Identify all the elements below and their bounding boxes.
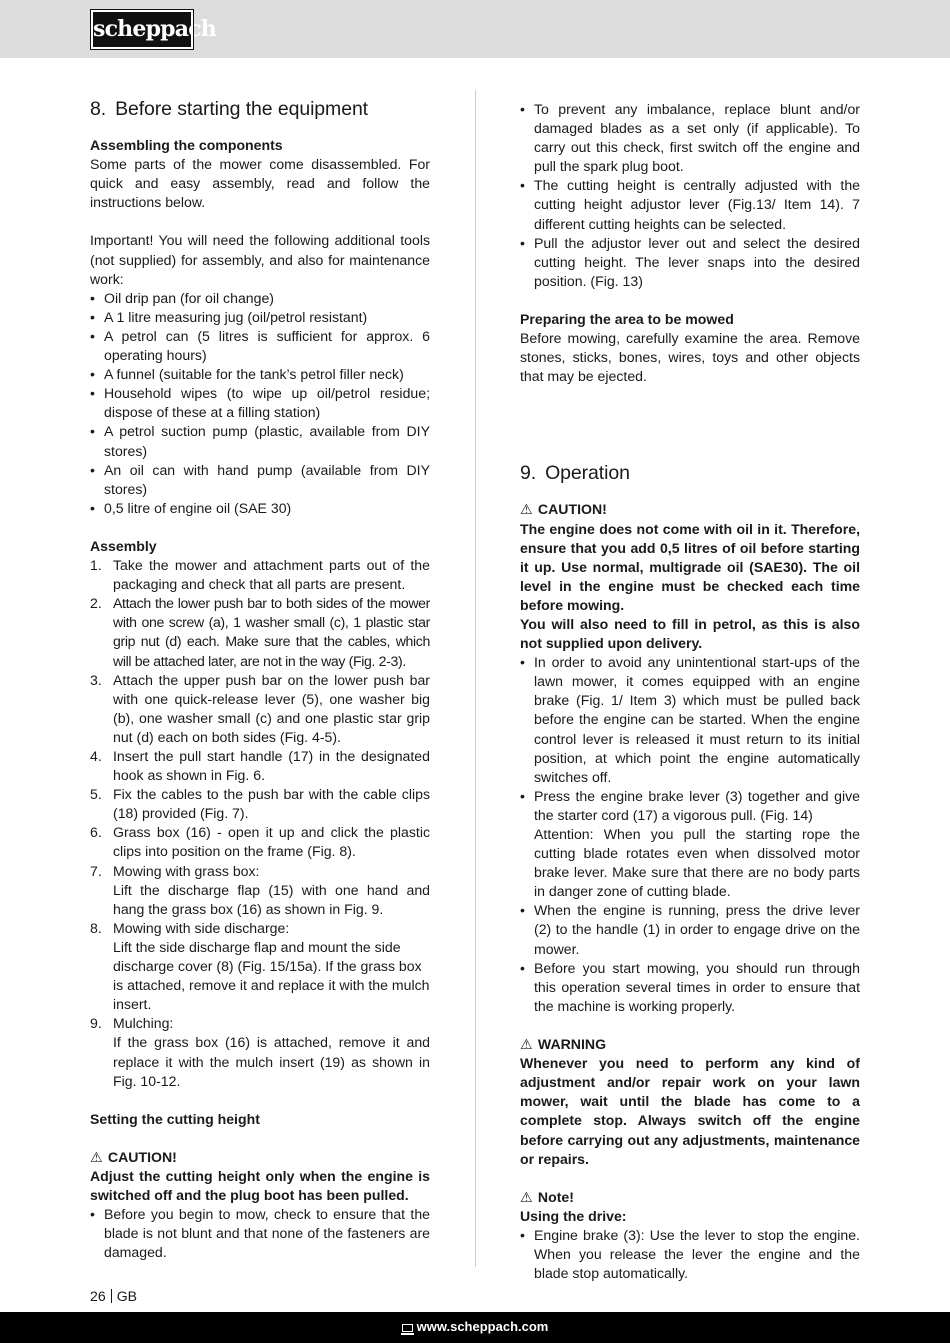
warning-triangle-icon: ⚠: [520, 1036, 533, 1053]
cutting-caution-label: ⚠ CAUTION!: [90, 1148, 430, 1167]
assembly-heading: Assembly: [90, 537, 157, 554]
list-item: • A funnel (suitable for the tank’s petrol filler neck): [90, 365, 430, 384]
footer-bar: [0, 1312, 950, 1343]
website-link[interactable]: www.scheppach.com: [416, 1319, 549, 1334]
operation-petrol-text: You will also need to fill in petrol, as this is also not supplied upon delivery.: [520, 615, 860, 652]
drive-heading: Using the drive:: [520, 1207, 627, 1224]
brand-logo: scheppach: [91, 10, 193, 49]
assembling-components-text: Some parts of the mower come disassembled. For quick and easy assembly, read and follow the instructions below.: [90, 156, 430, 211]
list-item: • An oil can with hand pump (available from DIY stores): [90, 461, 430, 499]
assembly-steps: [90, 556, 430, 1091]
list-item: • 0,5 litre of engine oil (SAE 30): [90, 499, 430, 518]
list-item: • Before you start mowing, you should run through this operation several times in order to ensure that the machine is working properly.: [520, 959, 860, 1016]
right-column: [520, 100, 860, 1283]
warning-triangle-icon: ⚠: [90, 1148, 103, 1165]
list-item: • Pull the adjustor lever out and select the desired cutting height. The lever snaps into the desired position. (Fig. 13): [520, 234, 860, 291]
list-item: • To prevent any imbalance, replace blunt and/or damaged blades as a set only (if applicable). To carry out this check, first switch off the engine and pull the spark plug boot.: [520, 100, 860, 176]
list-item: • Household wipes (to wipe up oil/petrol residue; dispose of these at a filling station): [90, 384, 430, 422]
list-item: • Press the engine brake lever (3) together and give the starter cord (17) a vigorous pull. (Fig. 14) Attention: When you pull the starting rope the cutting blade rotates even when dissolved motor brake lever. Make sure that there are no body parts in danger zone of cutting blade.: [520, 787, 860, 902]
section-8-heading: 8. Before starting the equipment: [90, 98, 369, 120]
list-item: 8. Mowing with side discharge: Lift the side discharge flap and mount the side discharge cover (8) (Fig. 15/15a). If the grass box is attached, remove it and replace it with the mulch insert.: [90, 919, 430, 1013]
column-divider: [475, 90, 476, 1267]
list-item: • Before you begin to mow, check to ensure that the blade is not blunt and that none of the fasteners are damaged.: [90, 1205, 430, 1262]
important-tools-text: Important! You will need the following additional tools (not supplied) for assembly, and also for maintenance work:: [90, 232, 430, 287]
note-label: ⚠ Note!: [520, 1188, 860, 1207]
list-item: 3. Attach the upper push bar on the lower push bar with one quick-release lever (5), one washer big (b), one washer small (c) and one plastic star grip nut (d) each on both sides (Fig. 4-5).: [90, 671, 430, 745]
left-column: [90, 96, 430, 1263]
list-item: 2. Attach the lower push bar to both sides of the mower with one screw (a), 1 washer small (c), 1 plastic star grip nut (d) each. Make sure that the cables, which will be attached later, are not in the way (Fig. 2-3).: [90, 595, 430, 669]
list-item: • A petrol can (5 litres is sufficient for approx. 6 operating hours): [90, 327, 430, 365]
list-item: 7. Mowing with grass box: Lift the discharge flap (15) with one hand and hang the grass box (16) as shown in Fig. 9.: [90, 862, 430, 917]
list-item: 9. Mulching: If the grass box (16) is attached, remove it and replace it with the mulch insert (19) as shown in Fig. 10-12.: [90, 1015, 430, 1089]
cutting-bullets-continued: [520, 100, 860, 291]
list-item: • A petrol suction pump (plastic, available from DIY stores): [90, 422, 430, 460]
cutting-height-heading: Setting the cutting height: [90, 1110, 260, 1127]
computer-icon: [402, 1324, 413, 1332]
list-item: • When the engine is running, press the drive lever (2) to the handle (1) in order to engage drive on the mower.: [520, 901, 860, 958]
warning-text: Whenever you need to perform any kind of adjustment and/or repair work on your lawn mower, wait until the blade has come to a complete stop. Always switch off the engine before carrying out any adjustments, maintenance or repairs.: [520, 1055, 860, 1167]
list-item: 6. Grass box (16) - open it up and click the plastic clips into position on the frame (Fig. 8).: [90, 824, 430, 860]
list-item: 4. Insert the pull start handle (17) in the designated hook as shown in Fig. 6.: [90, 748, 430, 784]
page-number: 26 GB: [90, 1288, 138, 1304]
prep-area-text: Before mowing, carefully examine the area. Remove stones, sticks, bones, wires, toys and other objects that may be ejected.: [520, 330, 860, 385]
warning-label: ⚠ WARNING: [520, 1035, 860, 1054]
prep-area-heading: Preparing the area to be mowed: [520, 311, 734, 328]
tools-list: [90, 289, 430, 518]
assembling-components-heading: Assembling the components: [90, 137, 283, 153]
operation-bullets: [520, 653, 860, 1016]
list-item: • The cutting height is centrally adjusted with the cutting height adjustor lever (Fig.13/ Item 14). 7 different cutting heights can be selected.: [520, 176, 860, 233]
warning-triangle-icon: ⚠: [520, 1188, 533, 1205]
cutting-caution-text: Adjust the cutting height only when the engine is switched off and the plug boot has been pulled.: [90, 1168, 430, 1204]
drive-bullets: [520, 1226, 860, 1283]
list-item: 5. Fix the cables to the push bar with the cable clips (18) provided (Fig. 7).: [90, 786, 430, 822]
warning-triangle-icon: ⚠: [520, 501, 533, 518]
list-item: • A 1 litre measuring jug (oil/petrol resistant): [90, 308, 430, 327]
list-item: • Oil drip pan (for oil change): [90, 289, 430, 308]
header-bar: [0, 0, 950, 58]
list-item: • Engine brake (3): Use the lever to stop the engine. When you release the lever the engine and the blade stop automatically.: [520, 1226, 860, 1283]
operation-caution-text: The engine does not come with oil in it. Therefore, ensure that you add 0,5 litres of oil before starting it up. Use normal, multigrade oil (SAE30). The oil level in the engine must be checked each time before mowing.: [520, 520, 860, 613]
list-item: 1. Take the mower and attachment parts out of the packaging and check that all parts are present.: [90, 557, 430, 593]
operation-caution-label: ⚠ CAUTION!: [520, 500, 860, 519]
cutting-bullets: [90, 1205, 430, 1262]
list-item: • In order to avoid any unintentional start-ups of the lawn mower, it comes equipped with an engine brake (Fig. 1/ Item 3) which must be pulled back before the engine can be started. When the engine control lever is released it must return to its initial position, at which point the engine automatically switches off.: [520, 653, 860, 787]
section-9-heading: 9. Operation: [520, 462, 630, 485]
